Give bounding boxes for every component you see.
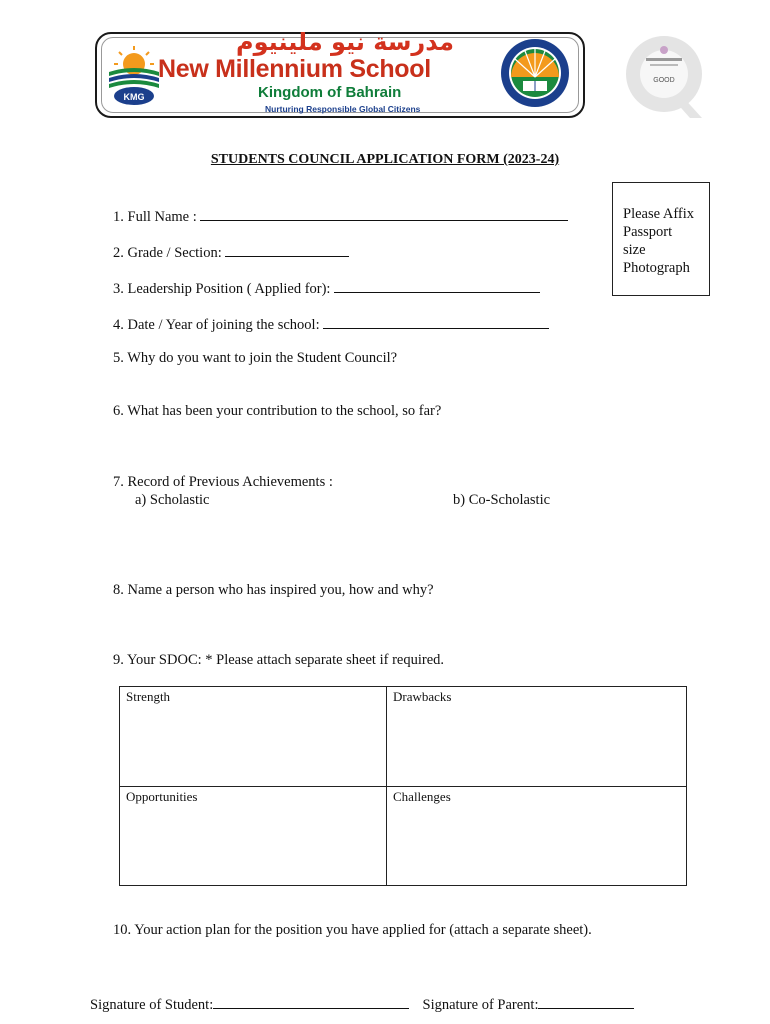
quality-rating-badge <box>624 30 706 122</box>
sdoc-cell-opportunities[interactable]: Opportunities <box>120 786 386 885</box>
grade-section-field[interactable] <box>225 242 349 257</box>
badge-rating-text: GOOD <box>653 77 675 84</box>
student-signature-field[interactable] <box>213 994 409 1009</box>
school-emblem-logo-right <box>499 37 571 113</box>
question-achievements: 7. Record of Previous Achievements : <box>113 474 333 490</box>
question-label: 2. Grade / Section: <box>113 245 222 261</box>
question-label: 4. Date / Year of joining the school: <box>113 317 320 333</box>
sdoc-cell-challenges[interactable]: Challenges <box>386 786 686 885</box>
date-joining-field[interactable] <box>323 314 549 329</box>
question-label: 3. Leadership Position ( Applied for): <box>113 281 331 297</box>
school-location: Kingdom of Bahrain <box>258 84 402 101</box>
parent-signature-label: Signature of Parent: <box>422 997 539 1013</box>
school-crest-logo-left <box>105 42 163 108</box>
school-name: New Millennium School <box>158 55 431 83</box>
achievements-scholastic: a) Scholastic <box>135 492 210 508</box>
question-label: 1. Full Name : <box>113 209 197 225</box>
photo-box-line: Please Affix <box>623 206 695 222</box>
photo-box-line: size <box>623 242 646 258</box>
question-contribution: 6. What has been your contribution to the school, so far? <box>113 403 442 419</box>
question-grade-section <box>113 242 349 262</box>
parent-signature-field[interactable] <box>538 994 634 1009</box>
question-date-joining <box>113 314 549 334</box>
question-why-join: 5. Why do you want to join the Student Council? <box>113 350 398 366</box>
photo-box-line: Passport <box>623 224 673 240</box>
question-sdoc: 9. Your SDOC: * Please attach separate sheet if required. <box>113 652 445 668</box>
achievements-co-scholastic: b) Co-Scholastic <box>453 492 551 508</box>
left-logo-text: KMG <box>123 92 145 102</box>
school-name-arabic: مدرسة نيو ملينيوم <box>236 28 454 56</box>
question-leadership-position <box>113 278 540 298</box>
signature-row <box>90 994 634 1014</box>
photo-placeholder-box[interactable] <box>612 182 710 296</box>
sdoc-table <box>119 686 687 886</box>
question-action-plan: 10. Your action plan for the position you have applied for (attach a separate sheet). <box>113 922 592 938</box>
student-signature-label: Signature of Student: <box>90 997 214 1013</box>
school-tagline: Nurturing Responsible Global Citizens <box>265 104 421 114</box>
photo-box-line: Photograph <box>623 260 690 276</box>
sdoc-cell-drawbacks[interactable]: Drawbacks <box>386 687 686 786</box>
leadership-position-field[interactable] <box>334 278 540 293</box>
sdoc-cell-strength[interactable]: Strength <box>126 689 171 704</box>
question-inspiration: 8. Name a person who has inspired you, how and why? <box>113 582 434 598</box>
question-full-name <box>113 206 568 226</box>
full-name-field[interactable] <box>200 206 568 221</box>
form-title: STUDENTS COUNCIL APPLICATION FORM (2023-24) <box>210 152 560 167</box>
